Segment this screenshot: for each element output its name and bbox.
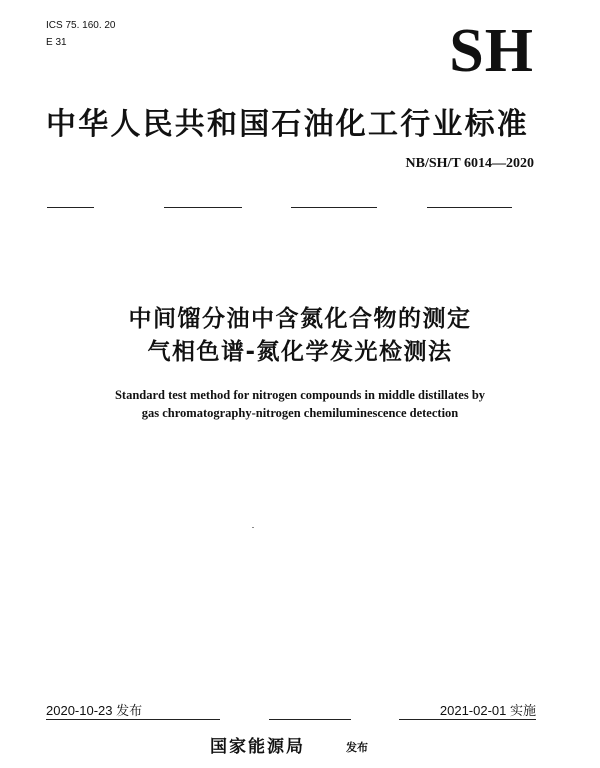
ics-code: ICS 75. 160. 20 xyxy=(46,20,116,31)
bottom-rule-left xyxy=(46,719,220,720)
scan-speck xyxy=(252,527,254,528)
bottom-rule-right xyxy=(399,719,536,720)
divider-segment xyxy=(291,207,377,208)
title-en-line2: gas chromatography-nitrogen chemiluminescence detection xyxy=(141,406,459,420)
title-cn-line2: 气相色谱-氮化学发光检测法 xyxy=(147,339,453,365)
title-cn-line1: 中间馏分油中含氮化合物的测定 xyxy=(128,306,472,332)
issuer-name: 国家能源局 xyxy=(210,737,305,757)
divider-segment xyxy=(47,207,94,208)
implement-date: 2021-02-01 实施 xyxy=(439,703,536,718)
ccs-code: E 31 xyxy=(46,37,67,48)
divider-segment xyxy=(164,207,242,208)
organization-title: 中华人民共和国石油化工行业标准 xyxy=(46,107,529,142)
issuer-suffix: 发布 xyxy=(346,741,368,754)
sh-logo: SH xyxy=(449,17,534,85)
divider-segment xyxy=(427,207,512,208)
title-en-line1: Standard test method for nitrogen compounds in middle distillates by xyxy=(114,388,486,402)
bottom-rule-middle xyxy=(269,719,351,720)
publish-date: 2020-10-23 发布 xyxy=(46,703,143,718)
standard-number: NB/SH/T 6014—2020 xyxy=(405,156,534,171)
